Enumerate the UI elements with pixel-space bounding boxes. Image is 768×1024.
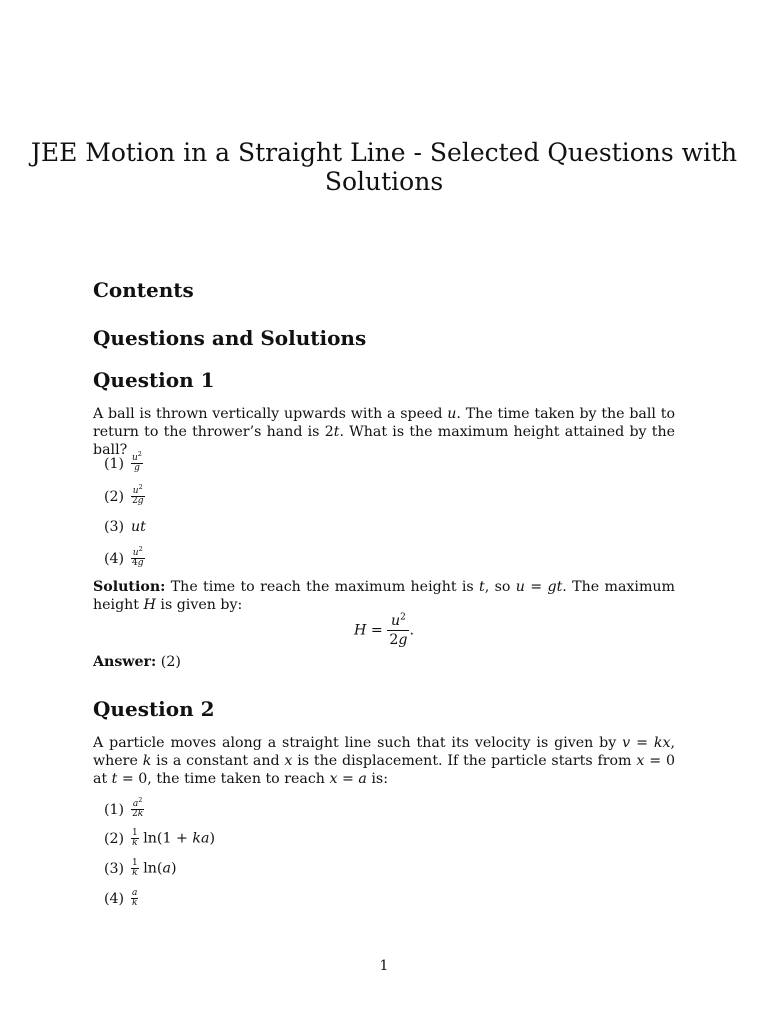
question-1-equation: H = $\frac{u^2}{2g}$ . <box>354 612 414 648</box>
page-number: 1 <box>379 958 389 974</box>
document-title: JEE Motion in a Straight Line - Selected Questions with Solutions <box>30 138 738 196</box>
question-1-solution: Solution: The time to reach the maximum height is t, so u = gt. The maximum height H is given by: <box>93 579 675 613</box>
section-heading: Questions and Solutions <box>93 326 367 350</box>
question-1-text: A ball is thrown vertically upwards with a speed u. The time taken by the ball to return to the thrower’s hand is 2t. What is the maximum height attained by the ball? <box>93 406 675 458</box>
question-1-answer: Answer: (2) <box>93 654 181 670</box>
question-2-option-3: (3) $\frac{1}{k}$ ln(a) <box>104 858 177 878</box>
contents-heading: Contents <box>93 278 194 302</box>
question-1-option-4: (4) $\frac{u^2}{4g}$ <box>104 545 144 568</box>
question-2-text: A particle moves along a straight line such that its velocity is given by v = kx, where k is a constant and x is the displacement. If the particle starts from x = 0 at t = 0, the time taken to reach x = a is: <box>93 735 675 787</box>
question-1-option-3: (3) ut <box>104 519 146 535</box>
question-2-option-2: (2) $\frac{1}{k}$ ln(1 + ka) <box>104 828 215 848</box>
question-1-option-2: (2) $\frac{u^2}{2g}$ <box>104 483 144 506</box>
question-2-option-4: (4) $\frac{a}{k}$ <box>104 888 138 908</box>
question-1-heading: Question 1 <box>93 368 215 392</box>
question-2-heading: Question 2 <box>93 697 215 721</box>
question-1-option-1: (1) $\frac{u^2}{g}$ <box>104 450 142 473</box>
question-2-option-1: (1) $\frac{a^2}{2k}$ <box>104 796 144 819</box>
